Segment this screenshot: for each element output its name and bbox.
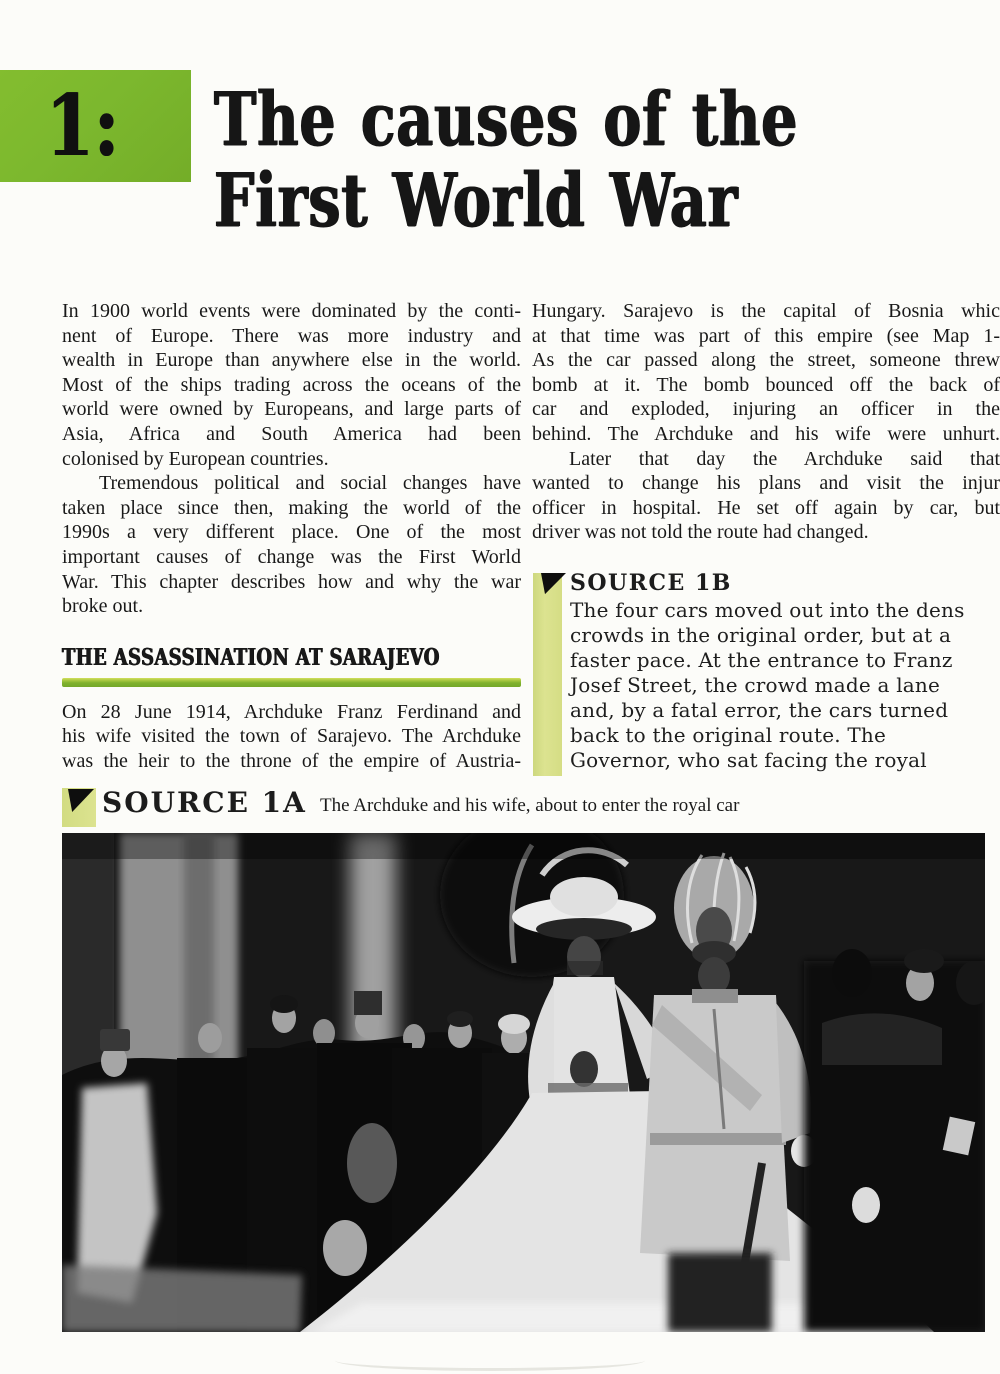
body-line: As the car passed along the street, someone threw xyxy=(532,349,1000,372)
body-line: Later that day the Archduke said that xyxy=(569,447,1000,470)
section-heading: THE ASSASSINATION AT SARAJEVO xyxy=(62,643,440,671)
body-line: broke out. xyxy=(62,595,144,618)
body-line: 1990s a very different place. One of the most xyxy=(62,521,521,544)
section-underline xyxy=(62,678,521,687)
source-line: The four cars moved out into the dens xyxy=(570,598,965,622)
source-1a-caption-row xyxy=(62,786,962,828)
body-line: at that time was part of this empire (see Map 1- xyxy=(532,324,1000,347)
body-line: was the heir to the throne of the empire of Austria- xyxy=(62,749,521,772)
body-line: In 1900 world events were dominated by the conti- xyxy=(62,300,521,322)
photo-caption: The Archduke and his wife, about to enter the royal car xyxy=(320,795,740,816)
body-line: driver was not told the route had changed. xyxy=(532,521,869,544)
page-title xyxy=(214,77,799,244)
title-line-2: First World War xyxy=(214,158,739,244)
source-1b-green-bar xyxy=(533,573,562,776)
body-line: colonised by European countries. xyxy=(62,447,329,470)
body-line: his wife visited the town of Sarajevo. The Archduke xyxy=(62,725,521,748)
body-line: officer in hospital. He set off again by car, but xyxy=(532,496,1000,519)
body-line: behind. The Archduke and his wife were unhurt. xyxy=(532,422,1000,445)
body-line: Tremendous political and social changes have xyxy=(99,472,521,495)
body-line: wealth in Europe than anywhere else in the world. xyxy=(62,349,521,372)
chapter-number-box xyxy=(0,70,191,182)
body-line: taken place since then, making the world of the xyxy=(62,496,521,519)
body-line: Most of the ships trading across the oceans of the xyxy=(62,373,521,396)
second-column xyxy=(532,299,1000,545)
chapter-number: 1: xyxy=(46,76,120,175)
body-line: War. This chapter describes how and why the war xyxy=(62,570,521,593)
scan-artifact-line xyxy=(335,1350,645,1371)
body-line: important causes of change was the First World xyxy=(62,545,521,568)
body-line: Asia, Africa and South America had been xyxy=(62,422,521,445)
source-line: Josef Street, the crowd made a lane xyxy=(570,673,941,697)
source-line: Governor, who sat facing the royal xyxy=(570,748,927,772)
body-line: On 28 June 1914, Archduke Franz Ferdinand and xyxy=(62,700,521,723)
intro-column xyxy=(62,299,521,774)
body-line: nent of Europe. There was more industry and xyxy=(62,324,521,347)
source-line: crowds in the original order, but at a xyxy=(570,623,952,647)
body-line: world were owned by Europeans, and large parts of xyxy=(62,398,521,421)
source-1b-block xyxy=(532,568,1000,773)
source-line: back to the original route. The xyxy=(570,723,887,747)
body-line: wanted to change his plans and visit the injur xyxy=(532,472,1000,495)
source-1b-label: SOURCE 1B xyxy=(570,570,732,596)
archduke-photo xyxy=(62,833,985,1332)
body-line: car and exploded, injuring an officer in the xyxy=(532,398,1000,421)
body-line: Hungary. Sarajevo is the capital of Bosnia whic xyxy=(532,300,1000,322)
source-line: and, by a fatal error, the cars turned xyxy=(570,698,949,722)
source-line: faster pace. At the entrance to Franz xyxy=(570,648,953,672)
source-1a-label: SOURCE 1A xyxy=(102,786,307,819)
title-line-1: The causes of the xyxy=(214,77,799,163)
body-line: bomb at it. The bomb bounced off the back of xyxy=(532,373,1000,396)
